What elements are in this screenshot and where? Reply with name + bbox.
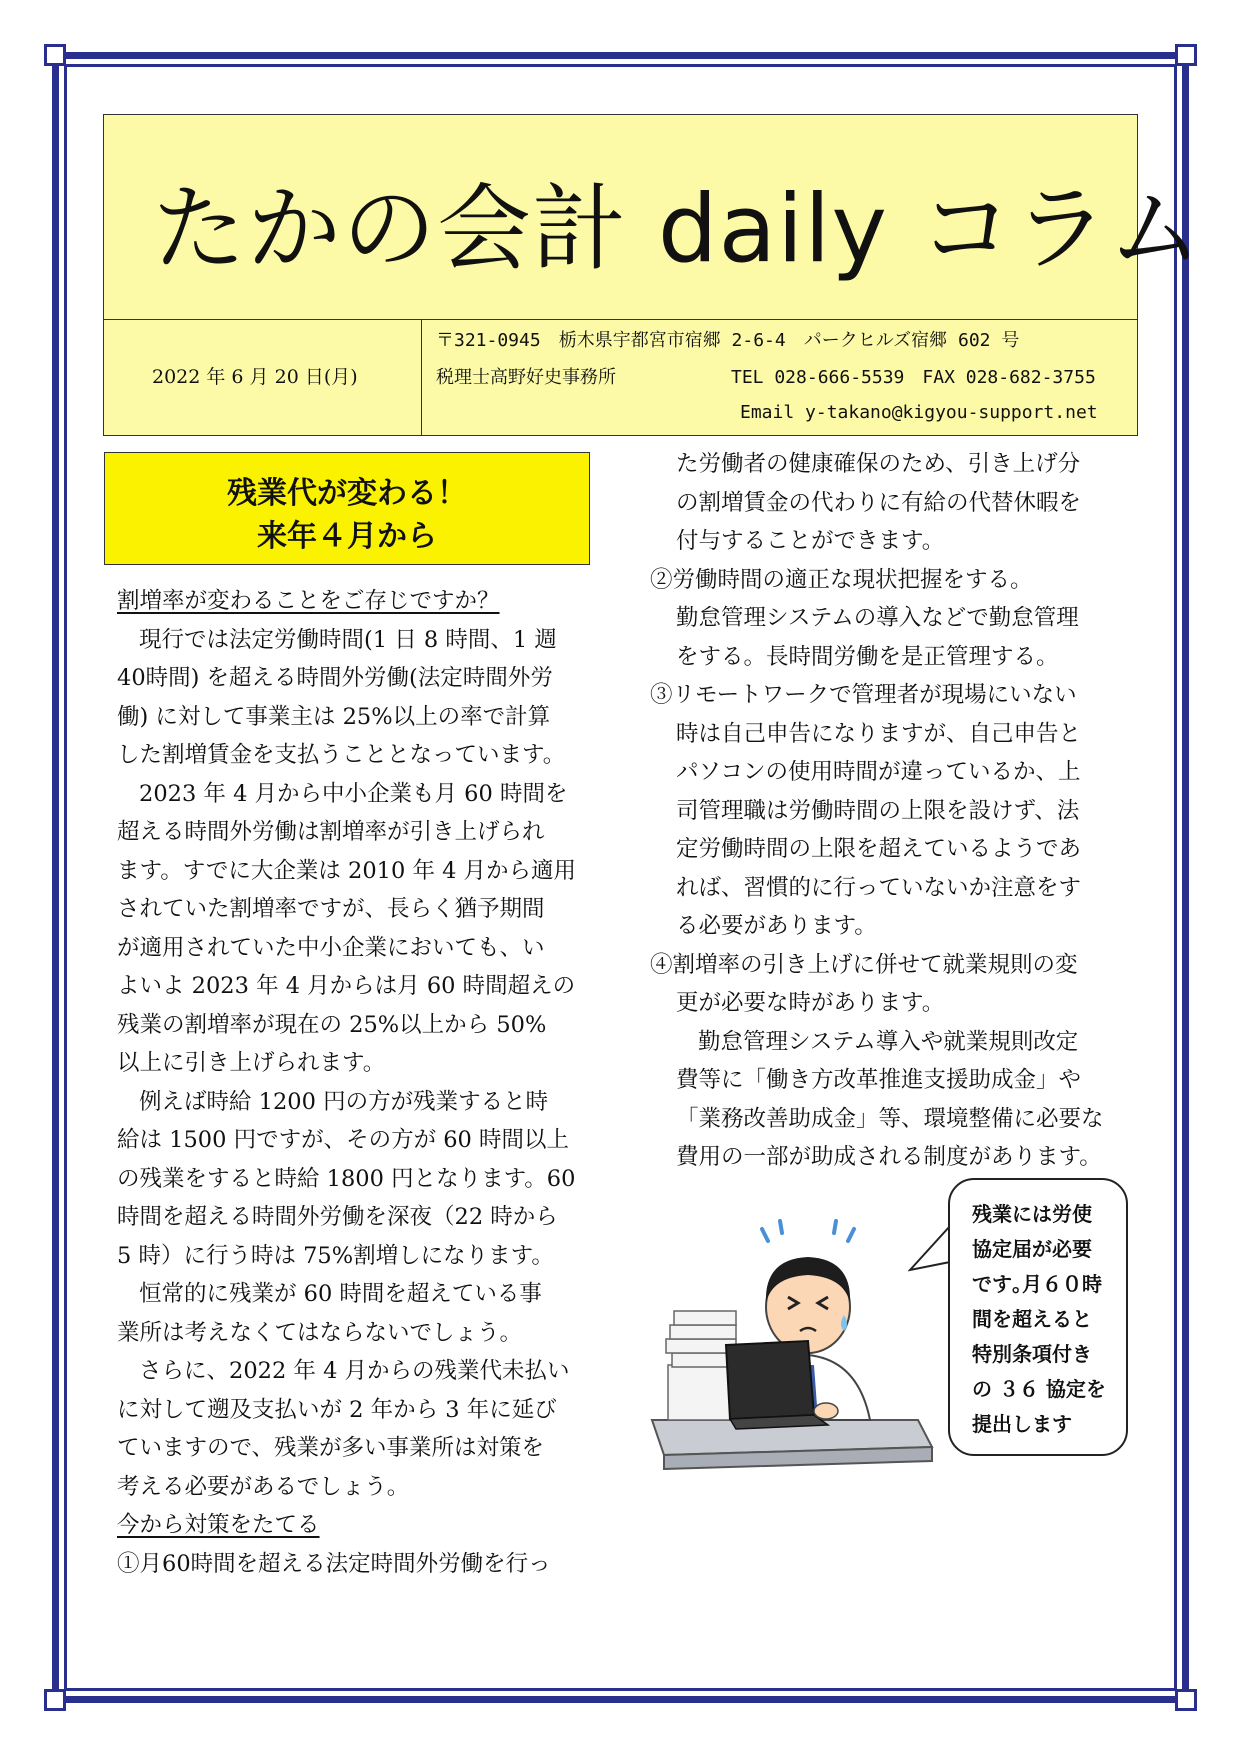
date-cell xyxy=(104,320,422,435)
body-line: 5 時）に行う時は 75%割増しになります。 xyxy=(117,1242,554,1269)
body-line: 費用の一部が助成される制度があります。 xyxy=(676,1144,1102,1170)
body-line: ①月60時間を超える法定時間外労働を行っ xyxy=(117,1550,551,1577)
bubble-line: 協定届が必要 xyxy=(972,1237,1092,1261)
body-line: 超える時間外労働は割増率が引き上げられ xyxy=(117,819,545,845)
body-line: 司管理職は労働時間の上限を設けず、法 xyxy=(676,797,1080,824)
body-line: 以上に引き上げられます。 xyxy=(117,1050,386,1076)
section-heading: 今から対策をたてる xyxy=(117,1512,320,1538)
border-corner-ornament xyxy=(1175,1689,1197,1711)
body-line: 恒常的に残業が 60 時間を超えている事 xyxy=(139,1281,542,1307)
body-line: た労働者の健康確保のため、引き上げ分 xyxy=(676,451,1081,477)
body-line: 時間を超える時間外労働を深夜（22 時から xyxy=(117,1204,558,1230)
body-line: 「業務改善助成金」等、環境整備に必要な xyxy=(676,1105,1104,1132)
masthead-title-cell xyxy=(104,115,1203,320)
body-line: に対して遡及支払いが 2 年から 3 年に延び xyxy=(117,1396,557,1423)
body-line: 定労働時間の上限を超えているようであ xyxy=(676,836,1082,862)
office-phone-fax: TEL 028-666-5539 FAX 028-682-3755 xyxy=(731,367,1096,388)
body-line: した割増賃金を支払うこととなっています。 xyxy=(117,742,566,768)
body-line: 費等に「働き方改革推進支援助成金」や xyxy=(676,1067,1082,1093)
office-address: 〒321-0945 栃木県宇都宮市宿郷 2-6-4 パークヒルズ宿郷 602 号 xyxy=(436,330,1020,351)
body-line: 考える必要があるでしょう。 xyxy=(117,1473,410,1500)
overworked-worker-illustration xyxy=(648,1215,938,1470)
body-line: 働) に対して事業主は 25%以上の率で計算 xyxy=(117,703,551,730)
headline-line-1: 残業代が変わる！ xyxy=(227,476,467,511)
speech-bubble-tail xyxy=(908,1222,952,1282)
body-line: ③リモートワークで管理者が現場にいない xyxy=(650,682,1077,708)
body-line: の割増賃金の代わりに有給の代替休暇を xyxy=(676,489,1082,516)
body-line: ②労働時間の適正な現状把握をする。 xyxy=(650,566,1033,593)
section-heading: 割増率が変わることをご存じですか？ xyxy=(117,588,500,614)
article-left-column xyxy=(117,582,599,1583)
issue-date: 2022 年 6 月 20 日(月) xyxy=(152,366,358,388)
body-line: る必要があります。 xyxy=(676,913,877,939)
bubble-line: 間を超えると xyxy=(972,1307,1092,1331)
speech-bubble xyxy=(948,1178,1128,1456)
body-line: が適用されていた中小企業においても、い xyxy=(117,934,545,961)
bubble-line: 残業には労使 xyxy=(972,1202,1092,1226)
body-line: れば、習慣的に行っていないか注意をす xyxy=(676,874,1082,901)
body-line: 残業の割増率が現在の 25%以上から 50% xyxy=(117,1011,547,1038)
body-line: ていますので、残業が多い事業所は対策を xyxy=(117,1435,545,1461)
office-email: Email y-takano@kigyou-support.net xyxy=(740,402,1098,423)
border-corner-ornament xyxy=(1175,44,1197,66)
body-line: ます。すでに大企業は 2010 年 4 月から適用 xyxy=(117,857,577,884)
border-corner-ornament xyxy=(44,1689,66,1711)
body-line: パソコンの使用時間が違っているか、上 xyxy=(676,759,1081,785)
body-line: 勤怠管理システムの導入などで勤怠管理 xyxy=(676,605,1079,631)
newsletter-title: たかの会計 daily コラム xyxy=(152,175,1203,284)
body-line: 勤怠管理システム導入や就業規則改定 xyxy=(698,1028,1079,1055)
masthead xyxy=(103,114,1203,436)
headline-line-2: 来年４月から xyxy=(257,519,437,554)
body-line: よいよ 2023 年 4 月からは月 60 時間超えの xyxy=(117,973,576,999)
body-line: 40時間) を超える時間外労働(法定時間外労 xyxy=(117,665,553,691)
article-headline xyxy=(104,452,590,565)
body-line: 付与することができます。 xyxy=(676,528,945,554)
bubble-line: 提出します xyxy=(972,1412,1072,1436)
bubble-line: 特別条項付き xyxy=(972,1342,1092,1366)
body-line: をする。長時間労働を是正管理する。 xyxy=(676,643,1059,670)
body-line: 2023 年 4 月から中小企業も月 60 時間を xyxy=(139,780,568,807)
body-line: 給は 1500 円ですが、その方が 60 時間以上 xyxy=(117,1127,570,1153)
body-line: ④割増率の引き上げに併せて就業規則の変 xyxy=(650,951,1078,978)
body-line: の残業をすると時給 1800 円となります。60 xyxy=(117,1165,576,1192)
bubble-line: の ３６ 協定を xyxy=(972,1377,1106,1401)
body-line: 現行では法定労働時間(1 日 8 時間、1 週 xyxy=(139,626,557,653)
body-line: 更が必要な時があります。 xyxy=(676,990,945,1016)
body-line: 例えば時給 1200 円の方が残業すると時 xyxy=(139,1088,549,1115)
office-name: 税理士高野好史事務所 xyxy=(436,367,616,388)
body-line: さらに、2022 年 4 月からの残業代未払い xyxy=(139,1358,570,1384)
body-line: 業所は考えなくてはならないでしょう。 xyxy=(117,1319,523,1346)
article-right-column xyxy=(650,445,1130,1177)
bubble-line: です｡月６０時 xyxy=(972,1272,1102,1296)
body-line: 時は自己申告になりますが、自己申告と xyxy=(676,720,1082,747)
body-line: されていた割増率ですが、長らく猶予期間 xyxy=(117,896,545,922)
border-corner-ornament xyxy=(44,44,66,66)
